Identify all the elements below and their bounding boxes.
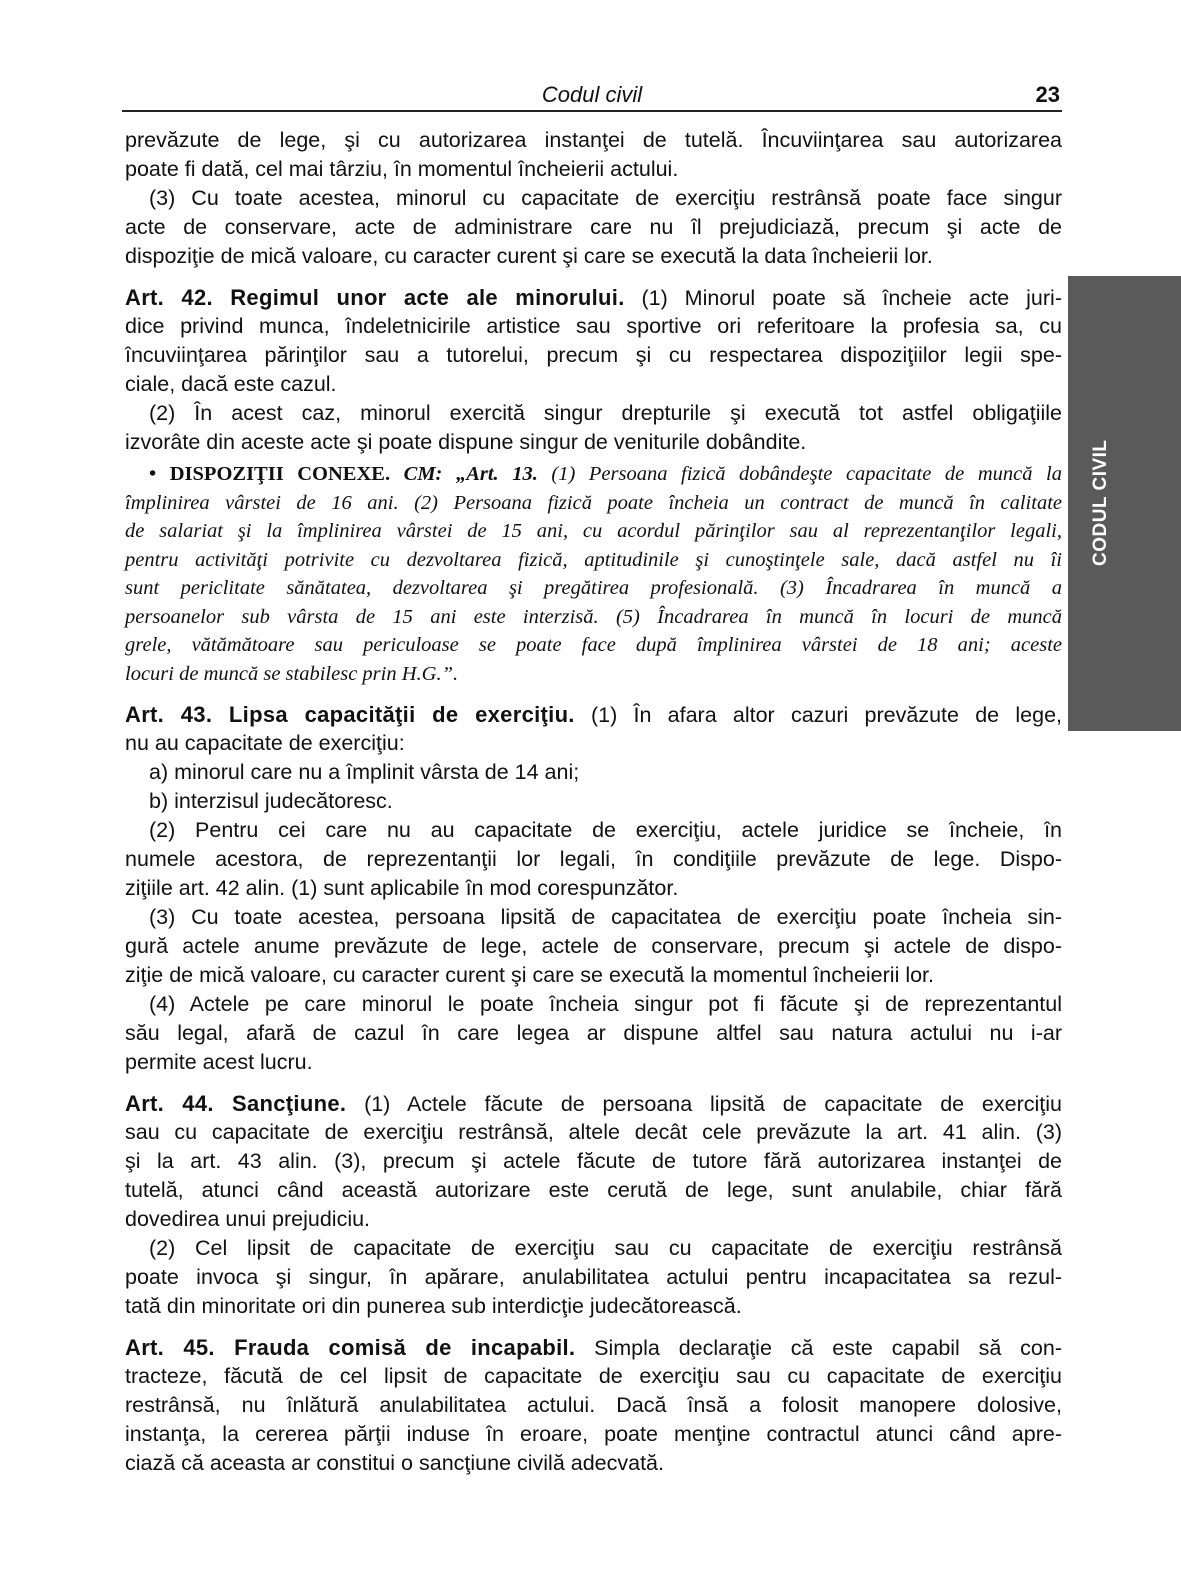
text-line: numele acestora, de reprezentanţii lor legali, în condiţiile prevăzute de lege. Dispo- — [125, 847, 1062, 871]
text-line: dispoziţie de mică valoare, cu caracter curent şi care se execută la data încheierii lor. — [125, 244, 933, 268]
text-line: izvorâte din aceste acte şi poate dispune singur de veniturile dobândite. — [125, 430, 807, 454]
article-heading: Art. 45. Frauda comisă de incapabil. — [125, 1335, 576, 1360]
text-line: (2) Pentru cei care nu au capacitate de exerciţiu, actele juridice se încheie, în — [149, 818, 1062, 842]
text-line: său legal, afară de cazul în care legea ar dispune altfel sau natura actului nu i-ar — [125, 1021, 1062, 1045]
paragraph — [125, 1234, 1062, 1321]
text-line: poate invoca şi singur, în apărare, anulabilitatea actului pentru incapacitatea sa rezul- — [125, 1265, 1062, 1289]
paragraph — [125, 990, 1062, 1077]
line-text: (1) Minorul poate să încheie acte juri- — [624, 286, 1062, 310]
text-line: ciază că aceasta ar constitui o sancţiune civilă adecvată. — [125, 1451, 664, 1475]
article — [125, 700, 1062, 758]
paragraph — [125, 126, 1062, 184]
paragraph — [125, 399, 1062, 457]
text-line: acte de conservare, acte de administrare care nu îl prejudiciază, precum şi acte de — [125, 215, 1062, 239]
paragraph — [125, 184, 1062, 271]
paragraph — [125, 903, 1062, 990]
related-provisions — [125, 460, 1062, 688]
line-text: (1) Persoana fizică dobândeşte capacitate de muncă la — [537, 463, 1062, 485]
text-line: restrânsă, nu înlătură anulabilitatea actului. Dacă însă a folosit manopere dolosive, — [125, 1393, 1062, 1417]
text-line — [125, 1089, 1062, 1118]
text-line: (2) Cel lipsit de capacitate de exerciţiu sau cu capacitate de exerciţiu restrânsă — [149, 1236, 1062, 1260]
text-line: tată din minoritate ori din punerea sub interdicţie judecătorească. — [125, 1294, 742, 1318]
related-provisions-heading: • DISPOZIŢII CONEXE. — [149, 463, 391, 485]
text-line: încuviinţarea părinţilor sau a tutorelui, precum şi cu respectarea dispoziţiilor legii spe- — [125, 343, 1062, 367]
article-heading: Art. 43. Lipsa capacităţii de exerciţiu. — [125, 702, 575, 727]
side-tab-label: CODUL CIVIL — [1090, 439, 1111, 566]
text-line: tracteze, făcută de cel lipsit de capacitate de exerciţiu sau cu capacitate de exerciţiu — [125, 1364, 1062, 1388]
article — [125, 1333, 1062, 1478]
page-number: 23 — [1035, 82, 1060, 107]
text-line: grele, vătămătoare sau periculoase se poate face după împlinirea vârstei de 18 ani; aceste — [125, 634, 1062, 656]
text-line: gură actele anume prevăzute de lege, actele de conservare, precum şi actele de dispo- — [125, 934, 1062, 958]
text-line: pentru activităţi potrivite cu dezvoltarea fizică, aptitudinile şi cunoştinţele sale, dacă astfel nu îi — [125, 548, 1062, 571]
article-heading: Art. 42. Regimul unor acte ale minorului. — [125, 285, 625, 310]
text-line: dovedirea unui prejudiciu. — [125, 1207, 371, 1231]
page-body — [125, 126, 1062, 1478]
running-title: Codul civil — [541, 82, 643, 107]
text-line: împlinirea vârstei de 16 ani. (2) Persoana fizică poate încheia un contract de muncă în calitate — [125, 491, 1062, 514]
text-line: ciale, dacă este cazul. — [125, 372, 337, 396]
cited-article: CM: „Art. 13. — [390, 463, 538, 485]
text-line: (3) Cu toate acestea, minorul cu capacitate de exerciţiu restrânsă poate face singur — [149, 186, 1062, 210]
text-line: (4) Actele pe care minorul le poate încheia singur pot fi făcute şi de reprezentantul — [149, 992, 1062, 1016]
article — [125, 1089, 1062, 1234]
text-line: de salariat şi la împlinirea vârstei de 15 ani, cu acordul părinţilor sau al reprezentanţilor legali, — [125, 520, 1062, 542]
text-line: b) interzisul judecătoresc. — [149, 789, 393, 813]
text-line: poate fi dată, cel mai târziu, în momentul încheierii actului. — [125, 157, 679, 181]
text-line: şi la art. 43 alin. (3), precum şi actele făcute de tutore fără autorizarea instanţei de — [125, 1149, 1062, 1173]
text-line: nu au capacitate de exerciţiu: — [125, 731, 405, 755]
text-line — [125, 460, 1062, 489]
text-line: ziţie de mică valoare, cu caracter curent şi care se execută la momentul încheierii lor. — [125, 963, 935, 987]
text-line: locuri de muncă se stabilesc prin H.G.”. — [125, 662, 459, 685]
text-line: (2) În acest caz, minorul exercită singur drepturile şi execută tot astfel obligaţiile — [149, 401, 1062, 425]
paragraph — [125, 787, 1062, 816]
text-line: permite acest lucru. — [125, 1050, 313, 1074]
text-line: a) minorul care nu a împlinit vârsta de 14 ani; — [149, 760, 580, 784]
side-tab — [1068, 276, 1181, 731]
paragraph — [125, 816, 1062, 903]
text-line: dice privind munca, îndeletnicirile artistice sau sportive ori referitoare la profesia sa, cu — [125, 314, 1062, 338]
text-line: instanţa, la cererea părţii induse în eroare, poate menţine contractul atunci când apre- — [125, 1422, 1062, 1446]
text-line — [125, 283, 1062, 312]
text-line: tutelă, atunci când această autorizare este cerută de lege, sunt anulabile, chiar fără — [125, 1178, 1062, 1202]
text-line: persoanelor sub vârsta de 15 ani este interzisă. (5) Încadrarea în muncă în locuri de muncă — [125, 605, 1062, 628]
text-line — [125, 700, 1062, 729]
line-text: (1) Actele făcute de persoana lipsită de capacitate de exerciţiu — [346, 1092, 1062, 1116]
text-line: ziţiile art. 42 alin. (1) sunt aplicabile în mod corespunzător. — [125, 876, 679, 900]
paragraph — [125, 758, 1062, 787]
text-line: sunt periclitate sănătatea, dezvoltarea şi pregătirea profesională. (3) Încadrarea în muncă a — [125, 577, 1062, 599]
text-line: (3) Cu toate acestea, persoana lipsită de capacitatea de exerciţiu poate încheia sin- — [149, 905, 1062, 929]
text-line: prevăzute de lege, şi cu autorizarea instanţei de tutelă. Încuviinţarea sau autorizarea — [125, 128, 1062, 152]
line-text: Simpla declaraţie că este capabil să con- — [575, 1336, 1062, 1360]
line-text: (1) În afara altor cazuri prevăzute de lege, — [574, 703, 1062, 727]
article-heading: Art. 44. Sancţiune. — [125, 1091, 347, 1116]
article — [125, 283, 1062, 399]
text-line — [125, 1333, 1062, 1362]
text-line: sau cu capacitate de exerciţiu restrânsă, altele decât cele prevăzute la art. 41 alin. (3) — [125, 1120, 1062, 1144]
page-header — [122, 78, 1062, 112]
